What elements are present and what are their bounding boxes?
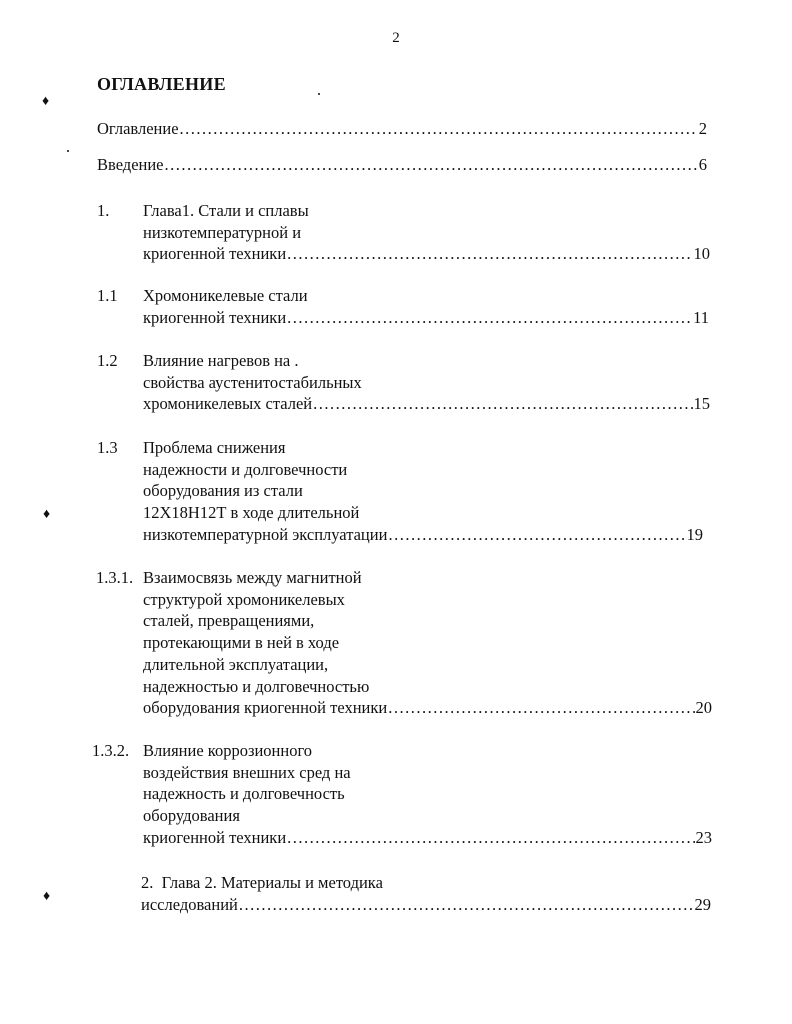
- toc-title: ОГЛАВЛЕНИЕ: [97, 74, 226, 94]
- entry-line: надежности и долговечности: [143, 459, 348, 479]
- entry-line: структурой хромоникелевых: [143, 589, 345, 609]
- entry-title: оборудования криогенной техники: [143, 698, 388, 718]
- ink-blot-mark: ♦: [43, 507, 51, 522]
- entry-title: Оглавление: [97, 119, 179, 138]
- entry-number: 1.3: [97, 438, 118, 457]
- entry-number: 1.: [97, 201, 110, 220]
- page-number: 2: [392, 30, 400, 46]
- toc-entry-contents[interactable]: [97, 118, 707, 140]
- entry-line: Взаимосвязь между магнитной: [143, 568, 362, 587]
- entry-line: Хромоникелевые стали: [143, 286, 308, 305]
- leader-dots: [388, 524, 685, 546]
- entry-line: Влияние нагревов на .: [143, 351, 299, 370]
- leader-dots: [287, 307, 692, 329]
- entry-line: низкотемпературной и: [143, 222, 302, 242]
- entry-number: 1.3.2.: [92, 741, 130, 760]
- toc-entry-chapter-2[interactable]: [141, 872, 711, 915]
- entry-page: 15: [693, 394, 710, 414]
- entry-line: свойства аустенитостабильных: [143, 372, 362, 392]
- leader-dots: [287, 243, 692, 265]
- entry-line: надежность и долговечность: [143, 784, 345, 804]
- entry-line: оборудования: [143, 806, 240, 826]
- entry-number: 1.1: [97, 286, 118, 305]
- toc-entry-section-1-3-1[interactable]: [96, 567, 712, 719]
- entry-line: [141, 872, 711, 894]
- entry-title: криогенной техники: [143, 244, 287, 264]
- entry-line: длительной эксплуатации,: [143, 654, 329, 674]
- toc-entry-section-1-3[interactable]: [97, 437, 703, 546]
- entry-line: надежностью и долговечностью: [143, 676, 370, 696]
- entry-line-text: Глава 2. Материалы и методика: [161, 873, 383, 892]
- entry-title: криогенной техники: [143, 307, 287, 327]
- entry-page: 23: [695, 827, 712, 847]
- toc-entry-section-1-2[interactable]: [97, 350, 710, 415]
- entry-title: низкотемпературной эксплуатации: [143, 524, 388, 544]
- entry-page: 20: [695, 698, 712, 718]
- entry-page: 29: [694, 894, 711, 914]
- entry-number: 2.: [141, 873, 154, 892]
- entry-title: Введение: [97, 155, 164, 174]
- entry-line: воздействия внешних сред на: [143, 762, 351, 782]
- leader-dots: [180, 118, 698, 140]
- entry-title: хромоникелевых сталей: [143, 394, 313, 414]
- entry-line: сталей, превращениями,: [143, 611, 315, 631]
- entry-line: протекающими в ней в ходе: [143, 633, 340, 653]
- toc-entry-chapter-1[interactable]: [97, 200, 710, 265]
- entry-page: 6: [698, 155, 707, 174]
- entry-title: исследований: [141, 894, 238, 914]
- entry-page: 2: [698, 119, 707, 138]
- ink-blot-mark: ♦: [43, 889, 51, 904]
- entry-page: 11: [693, 307, 709, 327]
- leader-dots: [313, 393, 692, 415]
- ink-blot-mark: ♦: [42, 94, 50, 109]
- toc-entry-section-1-3-2[interactable]: [92, 740, 712, 849]
- scan-speck: [318, 93, 320, 95]
- entry-line: Проблема снижения: [143, 438, 286, 457]
- entry-number: 1.3.1.: [96, 568, 134, 587]
- entry-title: криогенной техники: [143, 827, 287, 847]
- entry-line: 12Х18Н12Т в ходе длительной: [143, 503, 360, 523]
- entry-number: 1.2: [97, 351, 118, 370]
- entry-line: Глава1. Стали и сплавы: [143, 201, 309, 220]
- leader-dots: [165, 154, 698, 176]
- toc-entry-section-1-1[interactable]: [97, 285, 709, 328]
- entry-page: 10: [693, 244, 710, 264]
- leader-dots: [287, 827, 694, 849]
- leader-dots: [388, 697, 694, 719]
- scan-speck: [67, 150, 69, 152]
- entry-line: Влияние коррозионного: [143, 741, 313, 760]
- entry-page: 19: [686, 524, 703, 544]
- leader-dots: [239, 894, 694, 916]
- toc-entry-introduction[interactable]: [97, 154, 707, 176]
- entry-line: оборудования из стали: [143, 481, 303, 501]
